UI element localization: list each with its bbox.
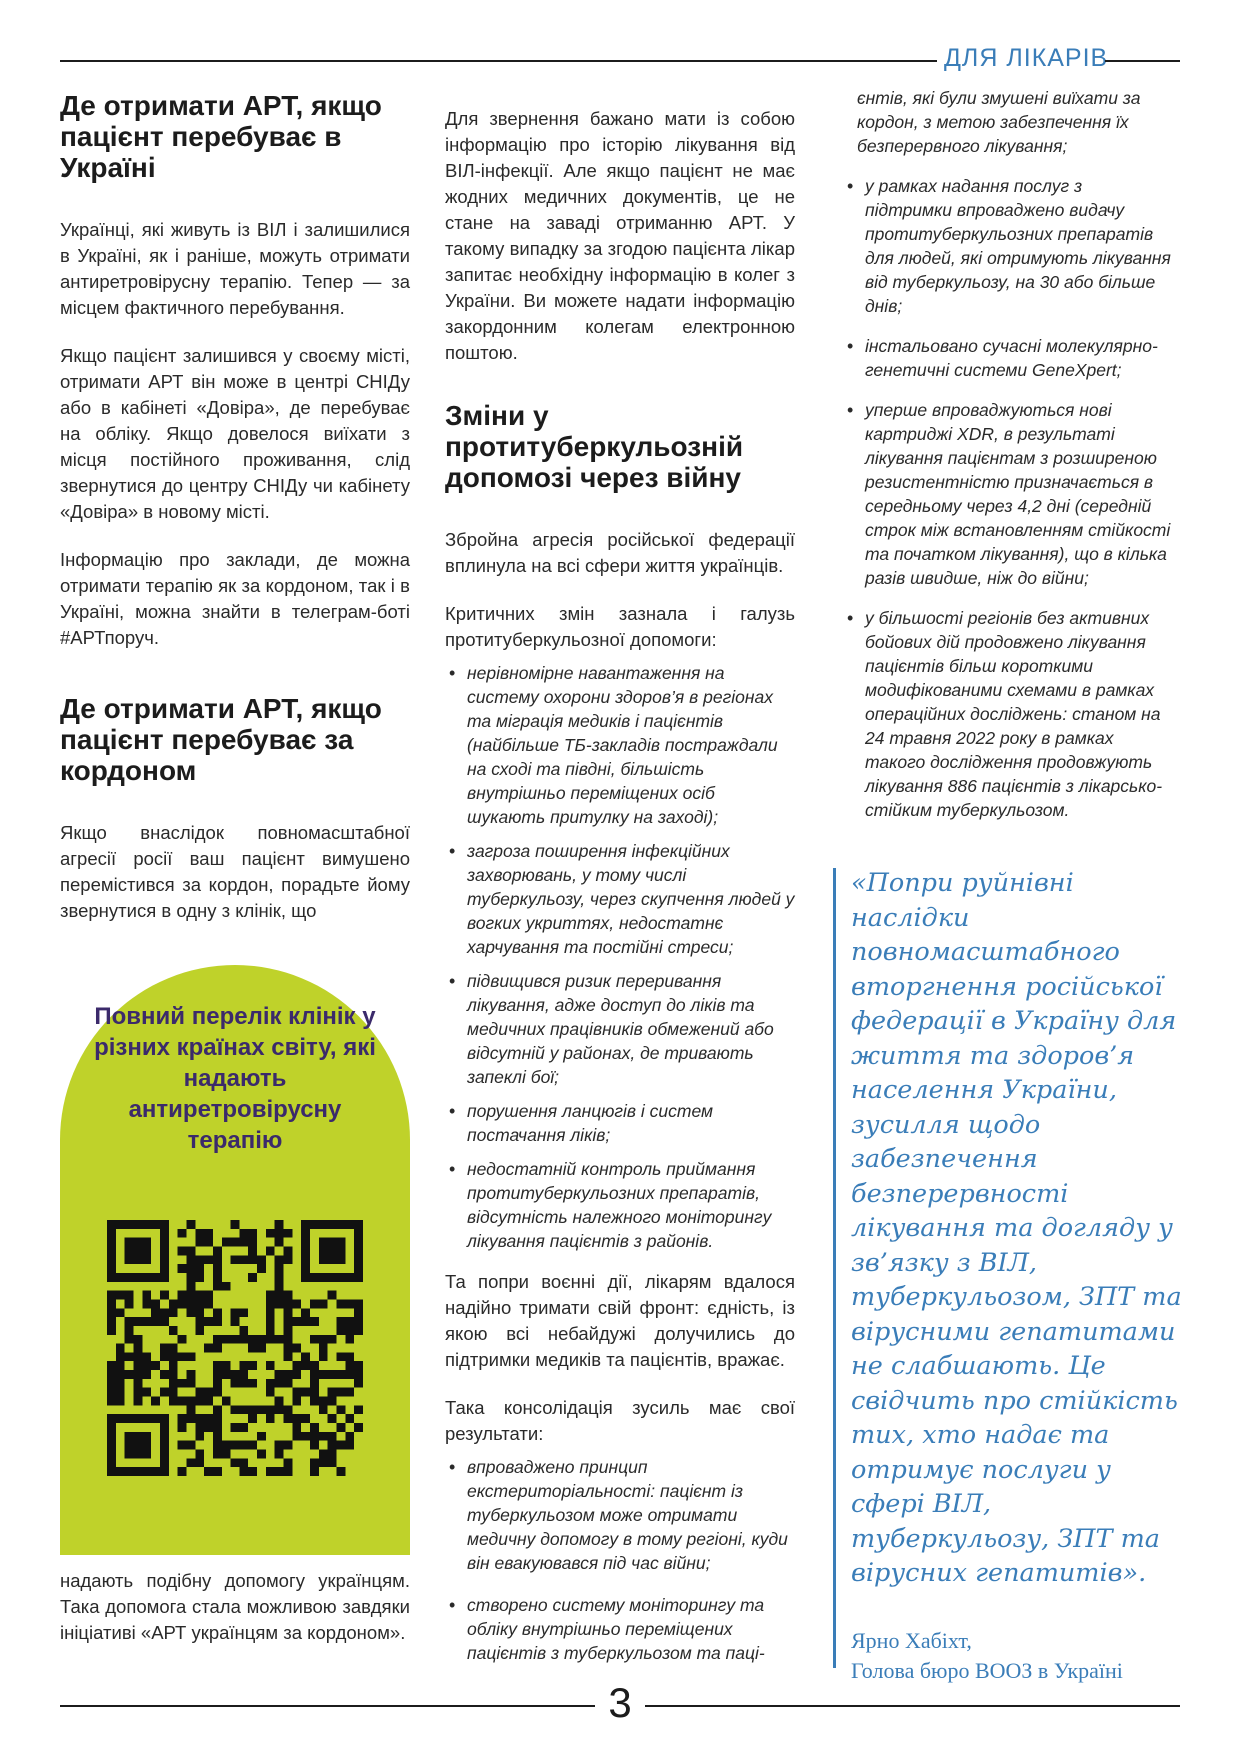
list-item: • уперше впроваджуються нові картриджі XDR, в результаті лікування пацієнтам з розширеною резистентністю призначається в середньому через 4,2 дні (середній строк між встановленням стійкості та початком лікування), що в кілька разів швидше, ніж до війни; — [847, 400, 1171, 588]
tb-challenges-list — [445, 661, 795, 1253]
tb-results-list — [445, 1455, 795, 1665]
list-item: • недостатній контроль приймання протитуберкульозних препаратів, відсутність належного моніторингу лікування пацієнтів з районів. — [449, 1159, 772, 1251]
promo-text: Повний перелік клінік у різних країнах світу, які надають антиретровірусну терапію — [94, 1003, 376, 1154]
paragraph: Якщо пацієнт залишився у своєму місті, отримати АРТ він може в центрі СНІДу або в кабінеті «Довіра», де перебуває на обліку. Якщо довелося виїхати з місця постійного проживання, слід звернутися до центру СНІДу чи кабінету «Довіра» в новому місті. — [60, 345, 410, 522]
list-item: • у більшості регіонів без активних бойових дій продовжено лікування пацієнтів більш короткими модифікованими схемами в рамках операційних досліджень: станом на 24 травня 2022 року в рамках такого дослідження продовжують лікування 886 пацієнтів з лікарсько-стійким туберкульозом. — [847, 608, 1163, 820]
heading-tb-changes: Зміни у протитуберкульозній допомозі через війну — [445, 400, 744, 493]
heading-art-ukraine: Де отримати АРТ, якщо пацієнт перебуває в Україні — [60, 90, 382, 183]
paragraph: Українці, які живуть із ВІЛ і залишилися в Україні, як і раніше, можуть отримати антиретровірусну терапію. Тепер — за місцем фактичного перебування. — [60, 219, 410, 318]
header-rule-right — [1105, 60, 1180, 62]
column-1 — [60, 90, 410, 924]
paragraph: Критичних змін зазнала і галузь протитуберкульозної допомоги: — [445, 603, 795, 650]
list-item: • нерівномірне навантаження на систему охорони здоров’я в регіонах та міграція медиків і пацієнтів (найбільше ТБ-закладів постраждали на сході та півдні, більшість внутрішньо переміщених осіб шукають притулку на заході); — [449, 663, 778, 827]
page-number: 3 — [608, 1679, 632, 1726]
paragraph: надають подібну допомогу українцям. Така допомога стала можливою завдяки ініціативі «АРТ українцям за кордоном». — [60, 1570, 410, 1643]
tb-results-list-continued — [843, 86, 1173, 822]
footer-rule-left — [60, 1705, 595, 1707]
list-item: • у рамках надання послуг з підтримки впроваджено видачу протитуберкульозних препаратів для людей, які отримують лікування від туберкульозу, на 30 або більше днів; — [847, 176, 1171, 316]
list-item: єнтів, які були змушені виїхати за кордон, з метою забезпечення їх безперервного лікування; — [857, 88, 1141, 156]
list-item: • загроза поширення інфекційних захворювань, у тому числі туберкульозу, через скупчення людей у вогких укриттях, недостатнє харчування та постійні стреси; — [449, 841, 795, 957]
list-item: • створено систему моніторингу та обліку внутрішньо переміщених пацієнтів з туберкульозом та паці- — [449, 1595, 765, 1663]
quote-bar — [833, 868, 836, 1668]
list-item: • інстальовано сучасні молекулярно-генетичні системи GeneXpert; — [847, 336, 1158, 380]
clinics-promo-card — [60, 965, 410, 1555]
paragraph: Якщо внаслідок повномасштабної агресії росії ваш пацієнт вимушено перемістився за кордон, порадьте йому звернутися в одну з клінік, що — [60, 822, 410, 921]
column-1-continued — [60, 1568, 410, 1646]
paragraph: Та попри воєнні дії, лікарям вдалося надійно тримати свій фронт: єдність, із якою всі небайдужі долучились до підтримки медиків та пацієнтів, вражає. — [445, 1271, 795, 1370]
header-rule-left — [60, 60, 937, 62]
column-2 — [445, 90, 795, 1675]
quote-author — [851, 1626, 1191, 1686]
paragraph: Така консолідація зусиль має свої результати: — [445, 1397, 795, 1444]
paragraph: Збройна агресія російської федерації вплинула на всі сфери життя українців. — [445, 529, 795, 576]
pull-quote: «Попри руйнівні наслідки повномасштабного вторгнення російської федерації в Україну для життя та здоров’я населення України, зусилля щодо забезпечення безперервності лікування та догляду у зв’язку з ВІЛ, туберкульозом, ЗПТ та вірусними гепатитами не слабшають. Це свідчить про стійкість тих, хто надає та отримує послуги у сфері ВІЛ, туберкульозу, ЗПТ та вірусних гепатитів». — [851, 868, 1182, 1588]
paragraph: Інформацію про заклади, де можна отримати терапію як за кордоном, так і в Україні, можна знайти в телеграм-боті #АРТпоруч. — [60, 549, 410, 648]
column-3 — [843, 86, 1173, 838]
heading-art-abroad: Де отримати АРТ, якщо пацієнт перебуває за кордоном — [60, 693, 382, 786]
section-label: ДЛЯ ЛІКАРІВ — [944, 44, 1109, 72]
footer-rule-right — [645, 1705, 1180, 1707]
list-item: • впроваджено принцип екстериторіальності: пацієнт із туберкульозом може отримати медичну допомогу в тому регіоні, куди він евакуювався під час війни; — [449, 1457, 788, 1573]
list-item: • порушення ланцюгів і систем постачання ліків; — [449, 1101, 713, 1145]
author-title: Голова бюро ВООЗ в Україні — [851, 1658, 1123, 1683]
qr-code[interactable] — [107, 1220, 363, 1476]
list-item: • підвищився ризик переривання лікування, адже доступ до ліків та медичних працівників обмежений або відсутній у районах, де тривають запеклі бої; — [449, 971, 774, 1087]
author-name: Ярно Хабіхт, — [851, 1628, 972, 1653]
paragraph: Для звернення бажано мати із собою інформацію про історію лікування від ВІЛ-інфекції. Але якщо пацієнт не має жодних медичних документів, це не стане на заваді отриманню АРТ. У такому випадку за згодою пацієнта лікар запитає необхідну інформацію в колег з України. Ви можете надати інформацію закордонним колегам електронною поштою. — [445, 108, 795, 363]
